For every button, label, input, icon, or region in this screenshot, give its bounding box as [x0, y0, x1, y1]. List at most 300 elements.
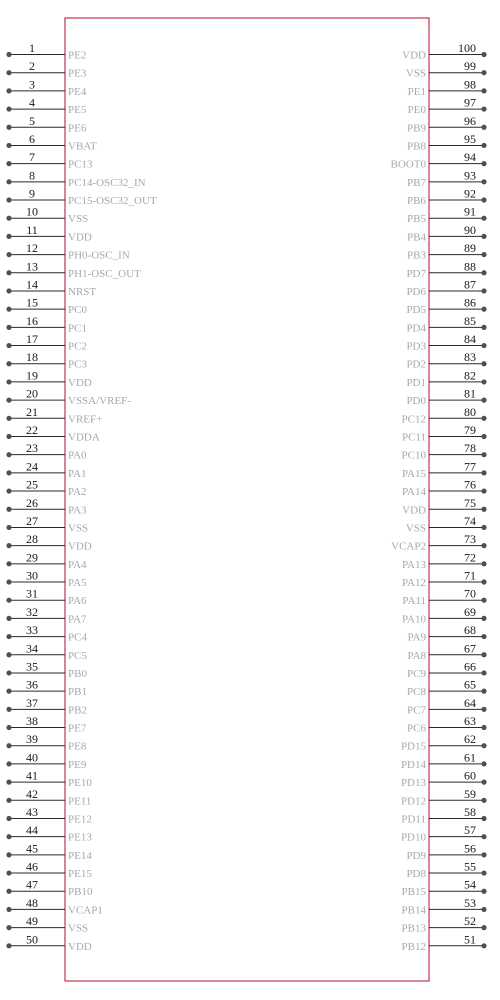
pin-number: 40: [26, 750, 38, 765]
pin-endpoint-dot: [481, 52, 486, 57]
pin-endpoint-dot: [481, 179, 486, 184]
pin-7: [6, 150, 93, 171]
pin-name: PC2: [68, 340, 87, 353]
pin-endpoint-dot: [6, 598, 11, 603]
pin-number: 79: [464, 422, 476, 437]
pin-number: 29: [26, 550, 38, 565]
pin-endpoint-dot: [481, 761, 486, 766]
pin-endpoint-dot: [6, 288, 11, 293]
pin-number: 11: [26, 222, 38, 237]
pin-name: PD13: [400, 777, 426, 790]
pin-number: 52: [464, 914, 476, 929]
pin-number: 49: [26, 914, 38, 929]
pin-10: [6, 205, 88, 226]
pin-endpoint-dot: [6, 434, 11, 439]
pin-number: 44: [26, 823, 38, 838]
pin-endpoint-dot: [481, 234, 486, 239]
pin-name: PB13: [401, 922, 426, 935]
pin-endpoint-dot: [6, 125, 11, 130]
pin-endpoint-dot: [6, 488, 11, 493]
pin-name: PB3: [407, 249, 426, 262]
pin-33: [6, 623, 87, 644]
pin-name: PB15: [401, 886, 426, 899]
pin-number: 92: [464, 186, 476, 201]
pin-42: [6, 787, 91, 808]
pin-endpoint-dot: [6, 106, 11, 111]
right-pin-column: [391, 41, 487, 953]
pin-name: VSS: [405, 522, 426, 535]
pin-name: PE3: [68, 67, 87, 80]
pin-39: [6, 732, 86, 753]
pin-number: 34: [26, 641, 38, 656]
pin-name: PC7: [407, 704, 426, 717]
pin-endpoint-dot: [6, 761, 11, 766]
pin-37: [6, 696, 87, 717]
pin-name: VDD: [68, 231, 92, 244]
pin-endpoint-dot: [6, 398, 11, 403]
pin-8: [6, 168, 145, 189]
pin-name: PA13: [401, 558, 426, 571]
pin-number: 13: [26, 259, 38, 274]
pin-name: PE0: [407, 104, 426, 117]
pin-number: 67: [464, 641, 476, 656]
pin-27: [6, 514, 88, 535]
pin-endpoint-dot: [6, 689, 11, 694]
pin-number: 32: [26, 604, 38, 619]
pin-number: 93: [464, 168, 476, 183]
pin-11: [6, 223, 91, 244]
pin-number: 74: [464, 513, 476, 528]
pin-endpoint-dot: [481, 106, 486, 111]
pin-endpoint-dot: [481, 634, 486, 639]
pin-endpoint-dot: [6, 416, 11, 421]
pin-endpoint-dot: [481, 579, 486, 584]
pin-endpoint-dot: [6, 816, 11, 821]
pin-endpoint-dot: [481, 125, 486, 130]
pin-name: PE15: [68, 868, 92, 881]
pin-endpoint-dot: [6, 216, 11, 221]
pin-endpoint-dot: [481, 889, 486, 894]
pin-endpoint-dot: [6, 270, 11, 275]
pin-name: PC9: [407, 667, 426, 680]
pin-endpoint-dot: [6, 52, 11, 57]
pin-number: 72: [464, 550, 476, 565]
pin-number: 1: [29, 41, 35, 55]
pin-name: PD5: [406, 304, 426, 317]
pin-endpoint-dot: [6, 852, 11, 857]
pin-number: 69: [464, 604, 476, 619]
pin-endpoint-dot: [481, 943, 486, 948]
pin-number: 58: [464, 804, 476, 819]
pin-name: PE11: [68, 795, 92, 808]
pin-endpoint-dot: [6, 634, 11, 639]
pin-22: [6, 423, 99, 444]
pin-endpoint-dot: [6, 325, 11, 330]
pin-19: [6, 368, 91, 389]
pin-name: PE6: [68, 122, 87, 135]
pin-endpoint-dot: [6, 70, 11, 75]
pin-14: [6, 277, 96, 298]
pin-number: 5: [29, 113, 35, 128]
pin-name: PE7: [68, 722, 87, 735]
pin-endpoint-dot: [481, 725, 486, 730]
pin-endpoint-dot: [6, 361, 11, 366]
pin-name: PC12: [401, 413, 426, 426]
pin-name: PE4: [68, 85, 87, 98]
pin-number: 41: [26, 768, 38, 783]
pin-36: [6, 678, 87, 699]
pin-number: 59: [464, 786, 476, 801]
pin-name: NRST: [68, 285, 97, 298]
pin-name: PE14: [68, 849, 92, 862]
pin-endpoint-dot: [481, 507, 486, 512]
pin-number: 43: [26, 804, 38, 819]
pin-endpoint-dot: [481, 870, 486, 875]
pin-endpoint-dot: [481, 816, 486, 821]
pin-number: 85: [464, 313, 476, 328]
pin-endpoint-dot: [481, 561, 486, 566]
pin-46: [6, 860, 92, 881]
pin-name: PH0-OSC_IN: [68, 249, 130, 262]
pin-name: PD12: [400, 795, 426, 808]
pin-12: [6, 241, 129, 262]
pin-endpoint-dot: [481, 143, 486, 148]
pin-endpoint-dot: [6, 943, 11, 948]
pin-name: PA4: [68, 558, 87, 571]
pin-number: 88: [464, 259, 476, 274]
pin-name: VCAP1: [68, 904, 103, 917]
pin-name: PA14: [401, 486, 426, 499]
pin-number: 3: [29, 77, 35, 92]
pin-number: 42: [26, 786, 38, 801]
pin-name: PD8: [406, 868, 426, 881]
pin-number: 82: [464, 368, 476, 383]
pin-name: VBAT: [68, 140, 97, 153]
pin-name: PE13: [68, 831, 92, 844]
pin-45: [6, 841, 92, 862]
pin-number: 96: [464, 113, 476, 128]
pin-endpoint-dot: [6, 379, 11, 384]
pin-number: 21: [26, 404, 38, 419]
pin-endpoint-dot: [6, 507, 11, 512]
left-pin-column: [6, 41, 157, 953]
pin-23: [6, 441, 87, 462]
pin-name: PD10: [400, 831, 426, 844]
pin-number: 4: [29, 95, 35, 110]
pin-name: PC4: [68, 631, 87, 644]
pin-endpoint-dot: [6, 161, 11, 166]
pin-name: VCAP2: [391, 540, 426, 553]
pin-endpoint-dot: [6, 252, 11, 257]
pin-name: PD0: [406, 395, 426, 408]
pin-endpoint-dot: [481, 307, 486, 312]
pin-name: PD3: [406, 340, 426, 353]
pin-number: 77: [464, 459, 476, 474]
pin-endpoint-dot: [481, 161, 486, 166]
pin-number: 99: [464, 59, 476, 74]
pin-name: PC3: [68, 358, 87, 371]
pin-name: PB9: [407, 122, 426, 135]
pin-number: 27: [26, 513, 38, 528]
pin-endpoint-dot: [6, 452, 11, 457]
pin-endpoint-dot: [481, 70, 486, 75]
pin-30: [6, 569, 87, 590]
pin-endpoint-dot: [481, 798, 486, 803]
pin-34: [6, 641, 87, 662]
pin-name: PB1: [68, 686, 87, 699]
pin-endpoint-dot: [6, 780, 11, 785]
pin-name: PD7: [406, 267, 426, 280]
pin-number: 97: [464, 95, 476, 110]
pin-name: VSS: [68, 213, 89, 226]
pin-name: PB2: [68, 704, 87, 717]
pin-name: PB8: [407, 140, 426, 153]
pin-endpoint-dot: [481, 834, 486, 839]
pin-endpoint-dot: [6, 652, 11, 657]
pin-name: PA10: [401, 613, 426, 626]
pin-name: VSSA/VREF-: [68, 395, 131, 408]
pin-endpoint-dot: [481, 907, 486, 912]
pin-number: 39: [26, 732, 38, 747]
pin-name: PA7: [68, 613, 87, 626]
pin-name: VDD: [402, 49, 426, 62]
pin-name: PD11: [401, 813, 426, 826]
pin-number: 73: [464, 532, 476, 547]
pin-number: 22: [26, 422, 38, 437]
pin-number: 10: [26, 204, 38, 219]
pin-29: [6, 550, 87, 571]
pin-endpoint-dot: [481, 398, 486, 403]
pin-15: [6, 296, 87, 317]
pin-16: [6, 314, 87, 335]
pin-endpoint-dot: [6, 561, 11, 566]
pin-endpoint-dot: [481, 379, 486, 384]
pin-name: PA2: [68, 486, 87, 499]
pin-endpoint-dot: [6, 234, 11, 239]
pin-endpoint-dot: [481, 525, 486, 530]
pin-number: 25: [26, 477, 38, 492]
pin-number: 35: [26, 659, 38, 674]
ic-body: [65, 18, 429, 981]
pin-endpoint-dot: [481, 361, 486, 366]
pin-name: PD2: [406, 358, 426, 371]
pin-number: 56: [464, 841, 476, 856]
pin-number: 60: [464, 768, 476, 783]
pin-name: PD15: [400, 740, 426, 753]
pin-name: VSS: [405, 67, 426, 80]
pin-number: 28: [26, 532, 38, 547]
pin-endpoint-dot: [6, 889, 11, 894]
pin-name: VDD: [68, 940, 92, 953]
pin-48: [6, 896, 102, 917]
pin-28: [6, 532, 91, 553]
pin-name: PB7: [407, 176, 426, 189]
pin-26: [6, 496, 87, 517]
pin-number: 19: [26, 368, 38, 383]
pin-number: 9: [29, 186, 35, 201]
pin-name: PA15: [401, 467, 426, 480]
pin-endpoint-dot: [6, 197, 11, 202]
pin-number: 100: [458, 41, 476, 55]
pin-endpoint-dot: [481, 343, 486, 348]
pin-name: PB0: [68, 667, 87, 680]
pin-21: [6, 405, 102, 426]
pin-endpoint-dot: [481, 543, 486, 548]
pin-number: 30: [26, 568, 38, 583]
pin-endpoint-dot: [481, 434, 486, 439]
pin-name: PB10: [68, 886, 93, 899]
pin-number: 64: [464, 695, 476, 710]
pin-number: 98: [464, 77, 476, 92]
pin-number: 45: [26, 841, 38, 856]
pin-endpoint-dot: [481, 252, 486, 257]
pin-number: 65: [464, 677, 476, 692]
pin-endpoint-dot: [6, 343, 11, 348]
pin-number: 55: [464, 859, 476, 874]
pin-number: 46: [26, 859, 38, 874]
pin-number: 95: [464, 131, 476, 146]
pin-name: PD6: [406, 285, 426, 298]
pin-endpoint-dot: [6, 670, 11, 675]
pin-name: PD14: [400, 758, 426, 771]
pin-endpoint-dot: [481, 780, 486, 785]
pin-number: 14: [26, 277, 38, 292]
pin-number: 83: [464, 350, 476, 365]
pin-name: VSS: [68, 922, 89, 935]
pin-endpoint-dot: [481, 852, 486, 857]
pin-endpoint-dot: [6, 870, 11, 875]
pin-name: PE5: [68, 104, 87, 117]
pin-number: 81: [464, 386, 476, 401]
pin-endpoint-dot: [481, 197, 486, 202]
pin-number: 57: [464, 823, 476, 838]
pin-32: [6, 605, 87, 626]
pin-name: PC6: [407, 722, 426, 735]
pin-number: 33: [26, 623, 38, 638]
pin-number: 68: [464, 623, 476, 638]
pin-name: PA5: [68, 577, 87, 590]
pin-25: [6, 478, 86, 499]
pin-endpoint-dot: [481, 670, 486, 675]
pin-name: PC11: [401, 431, 426, 444]
pin-number: 47: [26, 877, 38, 892]
pin-47: [6, 878, 93, 899]
pin-17: [6, 332, 87, 353]
pin-name: PC1: [68, 322, 87, 335]
pin-endpoint-dot: [6, 470, 11, 475]
pin-endpoint-dot: [6, 725, 11, 730]
pin-number: 38: [26, 714, 38, 729]
pin-number: 70: [464, 586, 476, 601]
pin-number: 8: [29, 168, 35, 183]
pin-endpoint-dot: [6, 925, 11, 930]
pin-number: 86: [464, 295, 476, 310]
pin-35: [6, 659, 87, 680]
pin-number: 24: [26, 459, 38, 474]
pin-name: PA1: [68, 467, 87, 480]
pin-number: 23: [26, 441, 38, 456]
pin-44: [6, 823, 92, 844]
pin-endpoint-dot: [481, 488, 486, 493]
pin-endpoint-dot: [481, 216, 486, 221]
pin-name: PC14-OSC32_IN: [68, 176, 146, 189]
pin-name: PB6: [407, 195, 426, 208]
pin-name: PE8: [68, 740, 87, 753]
pin-name: VREF+: [68, 413, 103, 426]
pin-name: PD1: [406, 376, 426, 389]
pin-4: [6, 96, 86, 117]
pin-endpoint-dot: [481, 88, 486, 93]
pin-endpoint-dot: [481, 470, 486, 475]
pin-name: PA8: [407, 649, 426, 662]
pin-name: VDD: [68, 540, 92, 553]
pin-name: PE1: [407, 85, 426, 98]
pin-number: 12: [26, 241, 38, 256]
pin-number: 18: [26, 350, 38, 365]
pin-endpoint-dot: [481, 416, 486, 421]
pin-number: 17: [26, 332, 38, 347]
pin-endpoint-dot: [481, 598, 486, 603]
pin-number: 76: [464, 477, 476, 492]
pin-51: [402, 932, 487, 953]
pin-name: VDD: [402, 504, 426, 517]
pin-endpoint-dot: [6, 743, 11, 748]
pin-endpoint-dot: [6, 707, 11, 712]
pin-endpoint-dot: [6, 907, 11, 912]
pin-24: [6, 459, 86, 480]
pin-name: PE12: [68, 813, 92, 826]
pin-49: [6, 914, 88, 935]
pin-endpoint-dot: [6, 88, 11, 93]
pin-name: PH1-OSC_OUT: [68, 267, 141, 280]
pin-endpoint-dot: [481, 452, 486, 457]
pin-endpoint-dot: [6, 307, 11, 312]
pin-43: [6, 805, 91, 826]
pin-name: PC8: [407, 686, 426, 699]
pin-name: PC15-OSC32_OUT: [68, 195, 157, 208]
pin-endpoint-dot: [481, 743, 486, 748]
pin-name: PA12: [401, 577, 426, 590]
pin-name: PA11: [402, 595, 426, 608]
pin-number: 16: [26, 313, 38, 328]
pin-number: 31: [26, 586, 38, 601]
pin-name: BOOT0: [390, 158, 426, 171]
pin-41: [6, 769, 92, 790]
pin-endpoint-dot: [6, 543, 11, 548]
pin-name: PA9: [407, 631, 426, 644]
pin-endpoint-dot: [481, 270, 486, 275]
pin-name: VDD: [68, 376, 92, 389]
pin-number: 61: [464, 750, 476, 765]
pin-name: VSS: [68, 522, 89, 535]
pin-number: 75: [464, 495, 476, 510]
pin-3: [6, 77, 86, 98]
pin-number: 50: [26, 932, 38, 947]
pin-number: 89: [464, 241, 476, 256]
pin-number: 54: [464, 877, 476, 892]
pin-40: [6, 750, 86, 771]
pin-number: 15: [26, 295, 38, 310]
pin-number: 6: [29, 131, 35, 146]
pin-endpoint-dot: [6, 179, 11, 184]
pin-endpoint-dot: [481, 689, 486, 694]
pin-number: 62: [464, 732, 476, 747]
pin-endpoint-dot: [6, 616, 11, 621]
pin-endpoint-dot: [481, 325, 486, 330]
pin-name: PB4: [407, 231, 426, 244]
pin-number: 78: [464, 441, 476, 456]
pin-endpoint-dot: [481, 288, 486, 293]
